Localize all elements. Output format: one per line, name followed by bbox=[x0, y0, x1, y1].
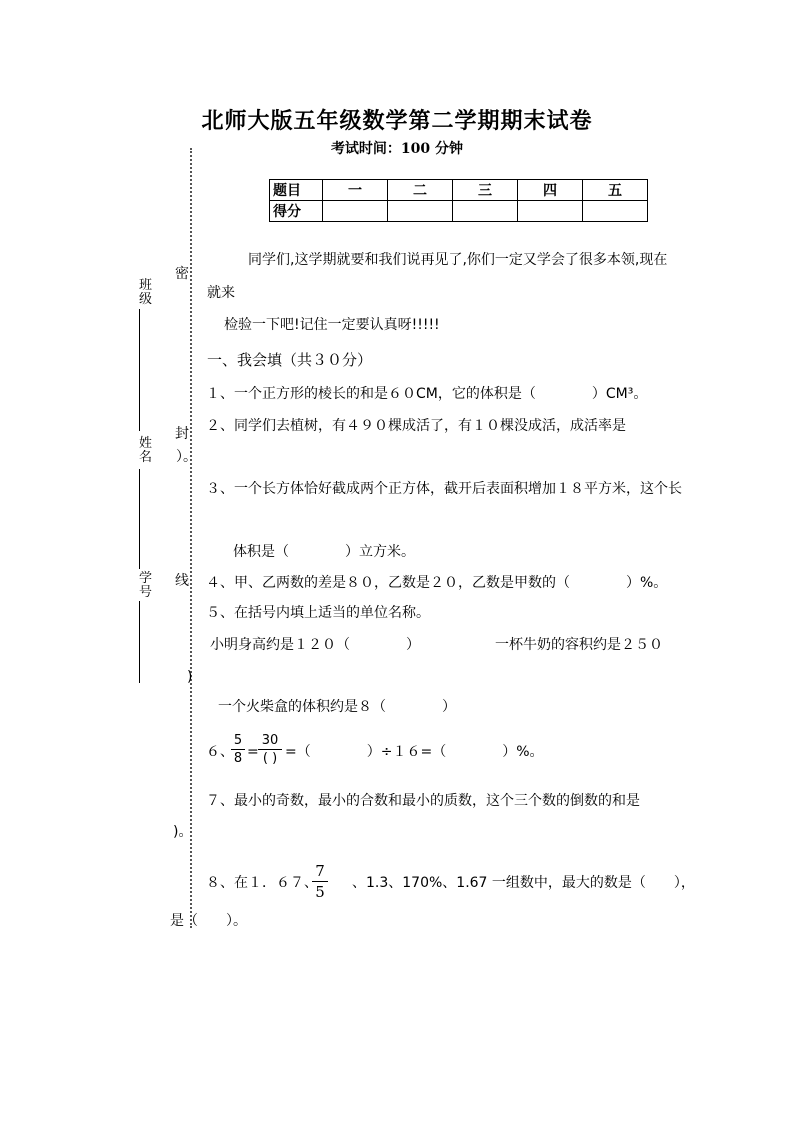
question-7-continuation: )。 bbox=[173, 824, 193, 840]
fraction-numerator: 30 bbox=[261, 733, 279, 748]
question-6-rest: =（ ）÷１６=（ ）%。 bbox=[285, 744, 544, 760]
intro-line-3: 检验一下吧!记住一定要认真呀!!!!! bbox=[224, 317, 440, 333]
score-field[interactable] bbox=[323, 201, 388, 222]
question-2: ２、同学们去植树，有４９０棵成活了，有１０棵没成活，成活率是 bbox=[206, 418, 626, 434]
question-1: １、一个正方形的棱长的和是６０CM，它的体积是（ ）CM³。 bbox=[206, 386, 648, 402]
table-cell: 五 bbox=[583, 180, 648, 201]
score-field[interactable] bbox=[453, 201, 518, 222]
section-heading: 一、我会填（共３０分） bbox=[207, 351, 373, 369]
class-label: 班级 bbox=[139, 278, 153, 307]
number-line bbox=[139, 601, 140, 683]
table-cell: 二 bbox=[388, 180, 453, 201]
exam-duration: 考试时间：100 分钟 bbox=[330, 141, 464, 157]
class-line bbox=[139, 309, 140, 431]
intro-line-1: 同学们,这学期就要和我们说再见了,你们一定又学会了很多本领,现在 bbox=[248, 252, 668, 268]
intro-line-2: 就来 bbox=[207, 285, 235, 301]
score-field[interactable] bbox=[583, 201, 648, 222]
name-line bbox=[139, 469, 140, 569]
score-table bbox=[269, 179, 648, 222]
fraction-5-8 bbox=[231, 733, 245, 766]
table-cell: 题目 bbox=[270, 180, 323, 201]
fraction-denominator: 5 bbox=[315, 883, 325, 901]
fraction-bar bbox=[258, 749, 282, 750]
question-4: ４、甲、乙两数的差是８０，乙数是２０，乙数是甲数的（ ）%。 bbox=[206, 575, 668, 591]
question-3: ３、一个长方体恰好截成两个正方体，截开后表面积增加１８平方米，这个长 bbox=[206, 481, 682, 497]
page-title: 北师大版五年级数学第二学期期末试卷 bbox=[201, 108, 593, 134]
number-label: 学号 bbox=[139, 571, 153, 600]
fraction-denominator: 8 bbox=[233, 751, 243, 766]
score-field[interactable] bbox=[388, 201, 453, 222]
fraction-denominator: ( ) bbox=[262, 751, 278, 766]
question-5c: 一个火柴盒的体积约是８（ ） bbox=[218, 699, 456, 715]
equals-sign: = bbox=[247, 744, 259, 760]
table-cell: 一 bbox=[323, 180, 388, 201]
table-row bbox=[270, 201, 648, 222]
question-8-continuation: 是（ ）。 bbox=[170, 913, 247, 929]
question-3-continuation: 体积是（ ）立方米。 bbox=[233, 544, 415, 560]
question-5b: 一杯牛奶的容积约是２５０ bbox=[495, 637, 663, 653]
question-2-continuation: ）。 bbox=[176, 449, 197, 465]
score-field[interactable] bbox=[518, 201, 583, 222]
seal-char-mi: 密 bbox=[175, 266, 189, 282]
question-7: ７、最小的奇数，最小的合数和最小的质数，这个三个数的倒数的和是 bbox=[206, 793, 640, 809]
seal-dotted-line bbox=[190, 148, 192, 928]
question-5: ５、在括号内填上适当的单位名称。 bbox=[206, 605, 430, 621]
fraction-numerator: 5 bbox=[233, 733, 243, 748]
seal-char-xian: 线 bbox=[175, 573, 189, 589]
question-6-prefix: ６、 bbox=[206, 744, 234, 760]
question-5a: 小明身高约是１２０（ ） bbox=[210, 637, 420, 653]
question-8-prefix: ８、在１．６７、 bbox=[206, 875, 318, 891]
fraction-7-5 bbox=[312, 862, 328, 901]
table-cell: 得分 bbox=[270, 201, 323, 222]
fraction-bar bbox=[231, 749, 245, 750]
fraction-bar bbox=[312, 881, 328, 882]
question-8-rest: 、1.3、170%、1.67 一组数中，最大的数是（ ）， bbox=[352, 875, 695, 891]
fraction-30-blank bbox=[258, 733, 282, 766]
name-label: 姓名 bbox=[139, 436, 153, 465]
table-cell: 三 bbox=[453, 180, 518, 201]
fraction-numerator: 7 bbox=[315, 862, 325, 880]
table-cell: 四 bbox=[518, 180, 583, 201]
table-row bbox=[270, 180, 648, 201]
question-5b-continuation: ) bbox=[187, 669, 193, 685]
seal-char-feng: 封 bbox=[175, 426, 189, 442]
